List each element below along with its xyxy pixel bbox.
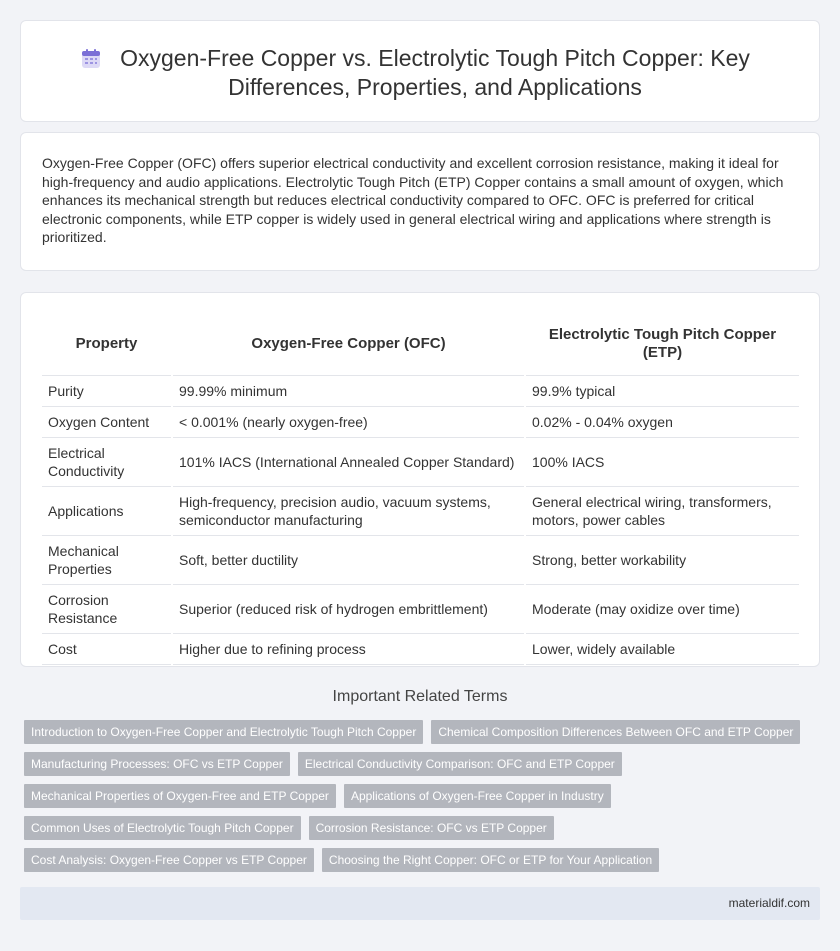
related-tag[interactable]: Manufacturing Processes: OFC vs ETP Copper xyxy=(24,752,290,776)
table-row xyxy=(42,375,799,406)
table-row xyxy=(42,437,799,486)
related-tag[interactable]: Introduction to Oxygen-Free Copper and Electrolytic Tough Pitch Copper xyxy=(24,720,423,744)
header-property: Property xyxy=(42,313,172,375)
table-row xyxy=(42,486,799,535)
table-row xyxy=(42,535,799,584)
intro-paragraph: Oxygen-Free Copper (OFC) offers superior electrical conductivity and excellent corrosion resistance, making it ideal for high-frequency and audio applications. Electrolytic Tough Pitch (ETP) Copper contains a small amount of oxygen, which enhances its mechanical strength but reduces electrical conductivity compared to OFC. OFC is preferred for critical electronic components, while ETP copper is widely used in general electrical wiring and applications where strength is prioritized. xyxy=(42,155,784,245)
related-terms-title: Important Related Terms xyxy=(332,688,508,705)
ofc-cell: < 0.001% (nearly oxygen-free) xyxy=(172,406,525,437)
related-tag[interactable]: Choosing the Right Copper: OFC or ETP for Your Application xyxy=(322,848,659,872)
header-etp: Electrolytic Tough Pitch Copper (ETP) xyxy=(525,313,799,375)
comparison-table-card xyxy=(20,292,820,667)
footer xyxy=(20,887,820,920)
etp-cell: 99.9% typical xyxy=(525,375,799,406)
ofc-cell: High-frequency, precision audio, vacuum systems, semiconductor manufacturing xyxy=(172,486,525,535)
etp-cell: General electrical wiring, transformers, motors, power cables xyxy=(525,486,799,535)
etp-cell: Strong, better workability xyxy=(525,535,799,584)
related-tag[interactable]: Mechanical Properties of Oxygen-Free and ETP Copper xyxy=(24,784,336,808)
property-cell: Oxygen Content xyxy=(42,406,172,437)
ofc-cell: Higher due to refining process xyxy=(172,633,525,664)
etp-cell: 100% IACS xyxy=(525,437,799,486)
etp-cell: 0.02% - 0.04% oxygen xyxy=(525,406,799,437)
table-row xyxy=(42,406,799,437)
property-cell: Electrical Conductivity xyxy=(42,437,172,486)
related-tag[interactable]: Applications of Oxygen-Free Copper in Industry xyxy=(344,784,611,808)
property-cell: Cost xyxy=(42,633,172,664)
table-row xyxy=(42,584,799,633)
table-header-row xyxy=(42,313,799,375)
related-tags xyxy=(24,720,804,880)
related-tag[interactable]: Cost Analysis: Oxygen-Free Copper vs ETP Copper xyxy=(24,848,314,872)
related-tag[interactable]: Electrical Conductivity Comparison: OFC and ETP Copper xyxy=(298,752,622,776)
property-cell: Mechanical Properties xyxy=(42,535,172,584)
property-cell: Corrosion Resistance xyxy=(42,584,172,633)
ofc-cell: Soft, better ductility xyxy=(172,535,525,584)
header-card xyxy=(20,20,820,122)
header-ofc: Oxygen-Free Copper (OFC) xyxy=(172,313,525,375)
related-tag[interactable]: Common Uses of Electrolytic Tough Pitch Copper xyxy=(24,816,301,840)
related-tag[interactable]: Chemical Composition Differences Between OFC and ETP Copper xyxy=(431,720,800,744)
ofc-cell: Superior (reduced risk of hydrogen embrittlement) xyxy=(172,584,525,633)
page-title: Oxygen-Free Copper vs. Electrolytic Tough Pitch Copper: Key Differences, Properties, and Applications xyxy=(120,45,750,100)
comparison-table xyxy=(42,313,799,665)
intro-card xyxy=(20,132,820,271)
ofc-cell: 99.99% minimum xyxy=(172,375,525,406)
etp-cell: Moderate (may oxidize over time) xyxy=(525,584,799,633)
property-cell: Applications xyxy=(42,486,172,535)
ofc-cell: 101% IACS (International Annealed Copper Standard) xyxy=(172,437,525,486)
footer-site-link[interactable]: materialdif.com xyxy=(728,896,810,910)
related-tag[interactable]: Corrosion Resistance: OFC vs ETP Copper xyxy=(309,816,554,840)
table-row xyxy=(42,633,799,664)
etp-cell: Lower, widely available xyxy=(525,633,799,664)
property-cell: Purity xyxy=(42,375,172,406)
